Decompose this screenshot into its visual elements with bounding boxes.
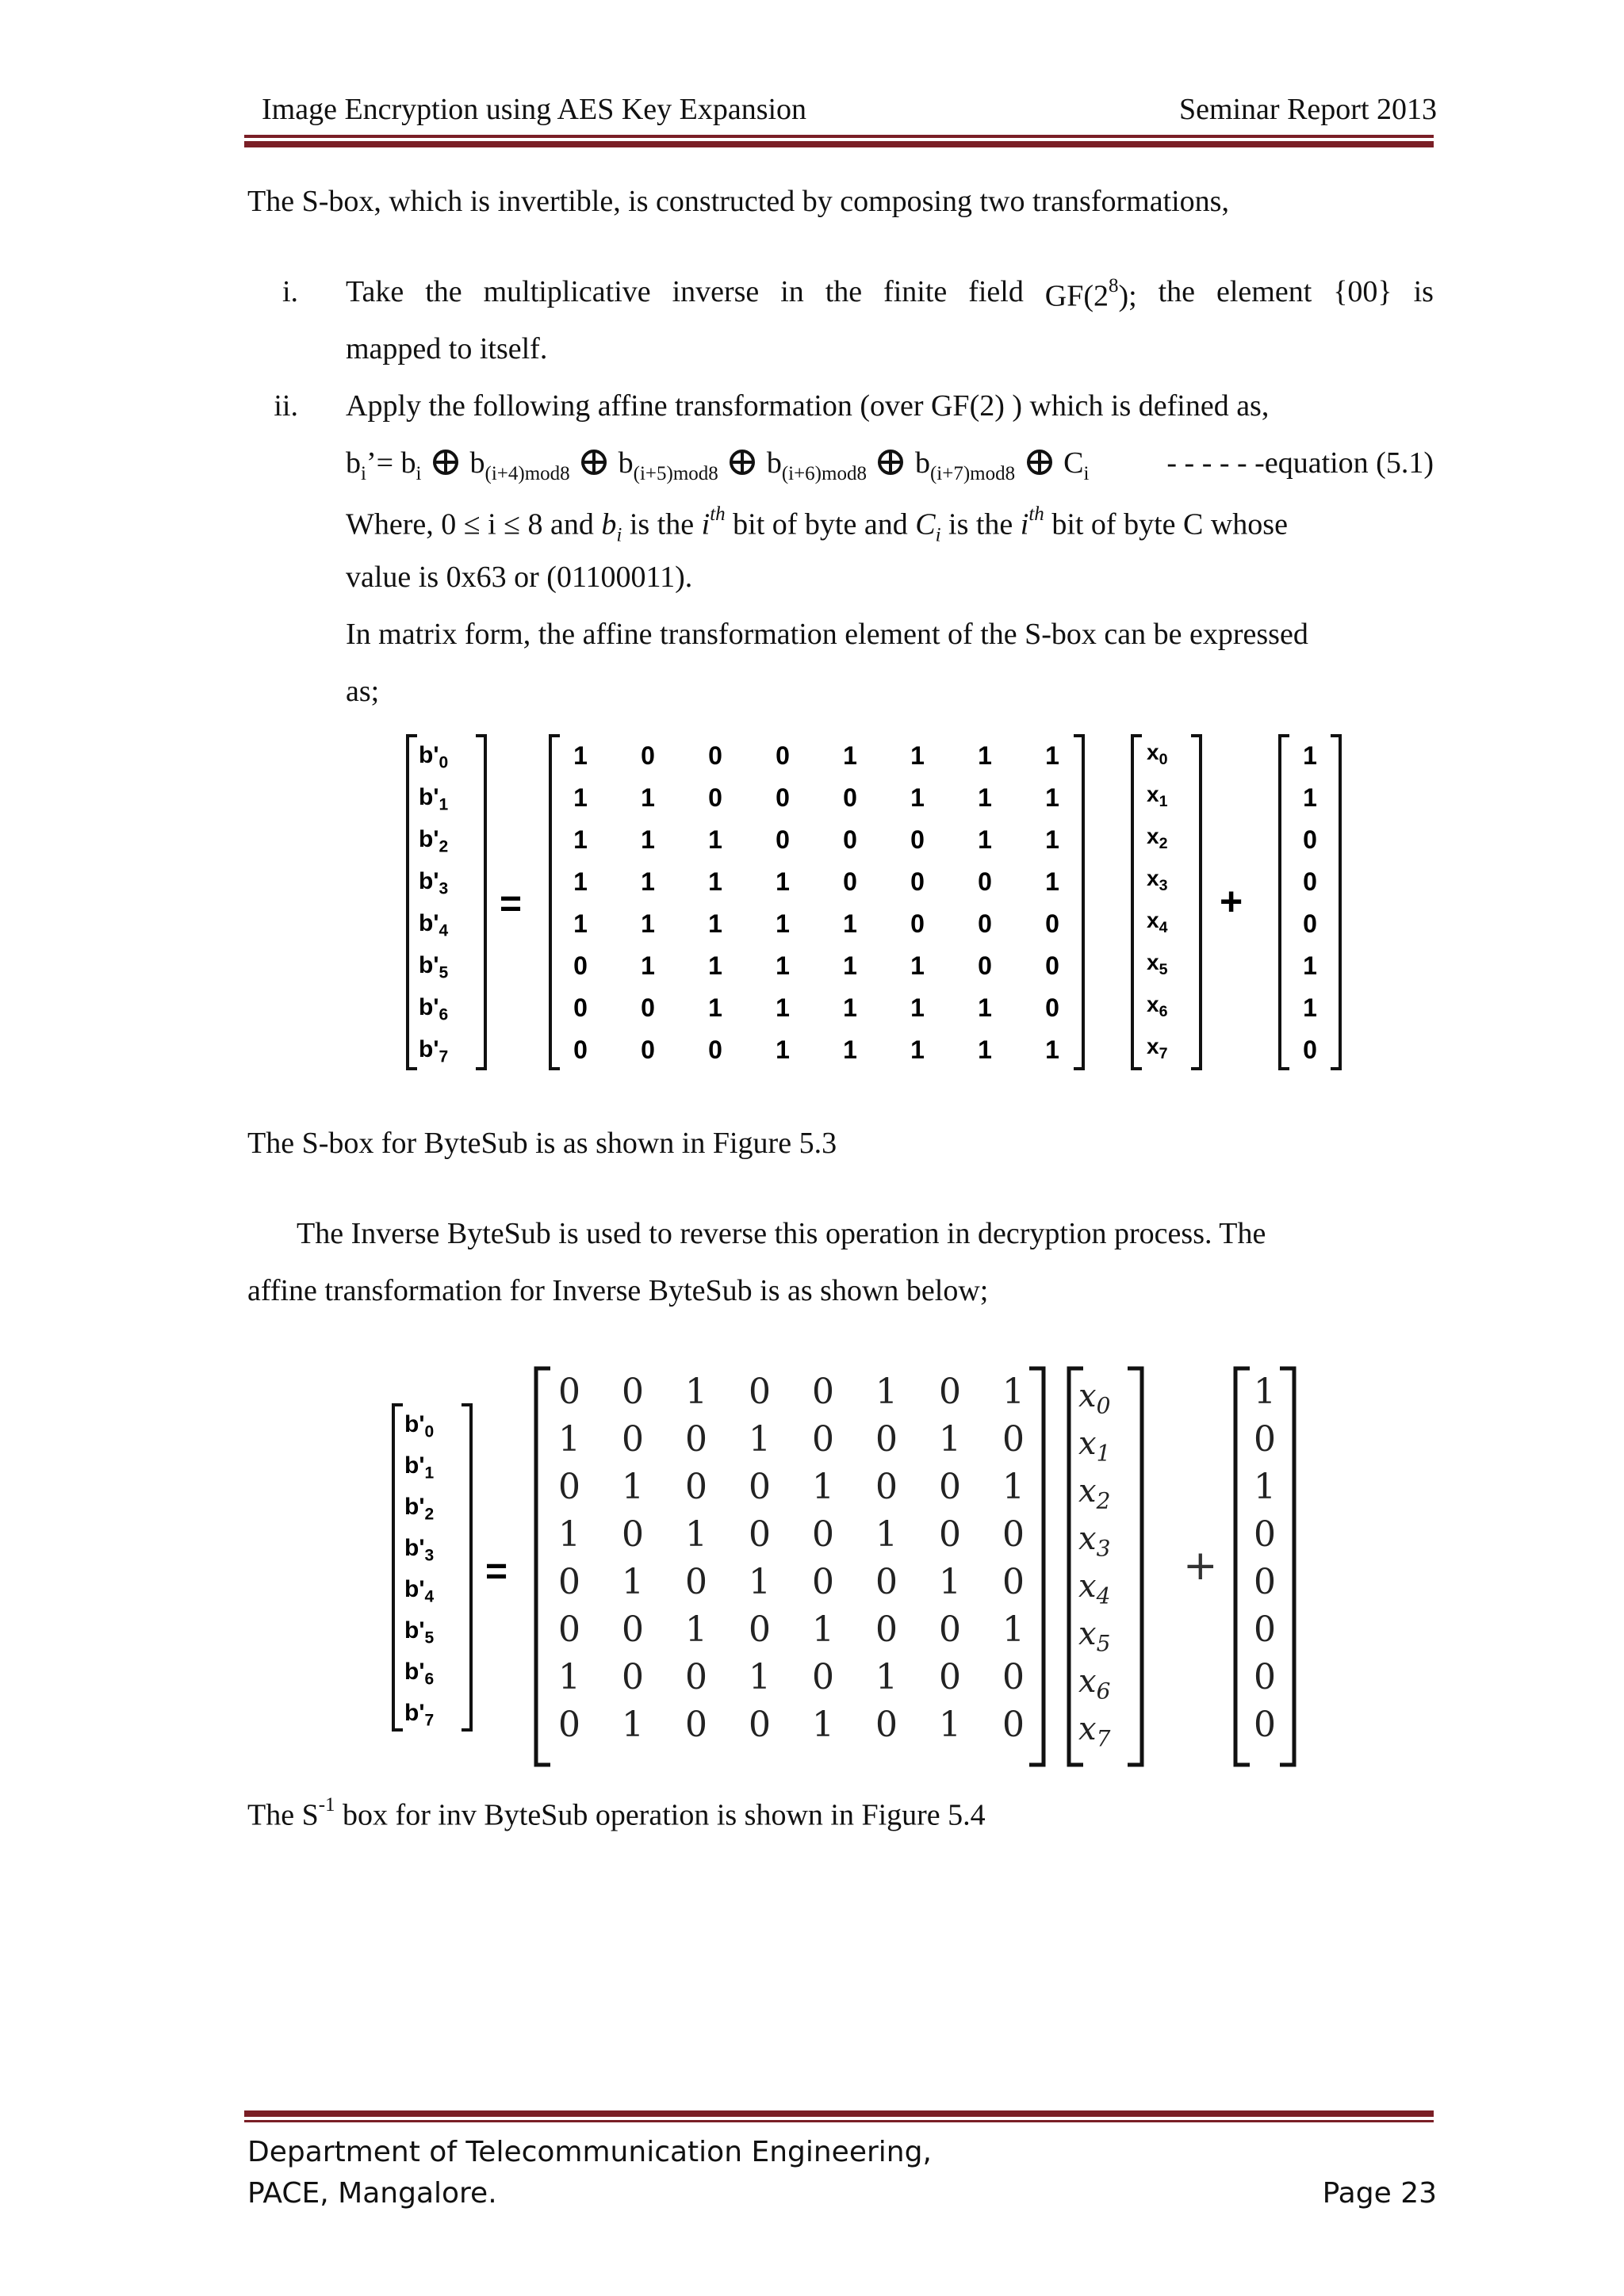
- b-prime-5: $b'_5$: [419, 952, 449, 982]
- xor-icon: [1026, 449, 1053, 476]
- eq-b: b: [346, 446, 361, 480]
- matrix-cell: 0: [749, 1609, 771, 1650]
- matrix-cell: 0: [558, 1372, 580, 1412]
- x-vector-bracket-right: [1191, 736, 1201, 1069]
- matrix-bracket-left: [536, 1368, 550, 1765]
- matrix-cell: 1: [573, 741, 588, 770]
- list-item-1-word: is: [1413, 275, 1434, 308]
- matrix-cell: 1: [685, 1609, 707, 1650]
- matrix-cell: 1: [708, 825, 722, 854]
- eq-c: C: [1063, 446, 1084, 480]
- intro-paragraph: The S-box, which is invertible, is constructed by composing two transformations,: [247, 185, 1229, 218]
- plus-sign: +: [1220, 879, 1243, 924]
- matrix-cell: 1: [978, 783, 992, 812]
- matrix-cell: 1: [708, 951, 722, 980]
- matrix-cell: 0: [812, 1657, 834, 1697]
- gf-exponent: 8: [1108, 275, 1119, 297]
- matrix-cell: 0: [622, 1419, 644, 1460]
- matrix-cell: 1: [708, 867, 722, 896]
- matrix-cell: 0: [875, 1467, 898, 1507]
- matrix-cell: 1: [685, 1372, 707, 1412]
- matrix-cell: 0: [776, 741, 790, 770]
- matrix-cell: 1: [1002, 1372, 1025, 1412]
- header-rule-thick: [244, 141, 1434, 147]
- matrix-cell: 1: [843, 993, 857, 1022]
- xor-icon: [877, 449, 904, 476]
- matrix-cell: 1: [573, 909, 588, 938]
- where-th: th: [1028, 503, 1044, 525]
- inverse-paragraph-line2: affine transformation for Inverse ByteSub is as shown below;: [247, 1274, 989, 1307]
- matrix-cell: 1: [641, 783, 655, 812]
- matrix-cell: 0: [1002, 1657, 1025, 1697]
- matrix-cell: 0: [1045, 993, 1059, 1022]
- x-element-7: $x_7$: [1078, 1711, 1111, 1752]
- matrix-cell: 1: [558, 1514, 580, 1555]
- constant-cell: 0: [1254, 1419, 1276, 1460]
- constant-cell: 0: [1303, 1035, 1317, 1064]
- list-item-1-word: the: [825, 275, 863, 308]
- list-item-1-word: the: [425, 275, 462, 308]
- matrix-cell: 1: [573, 783, 588, 812]
- constant-cell: 0: [1303, 825, 1317, 854]
- constant-cell: 0: [1254, 1705, 1276, 1745]
- matrix-cell: 0: [573, 1035, 588, 1064]
- matrix-cell: 0: [1045, 951, 1059, 980]
- matrix-cell: 1: [776, 1035, 790, 1064]
- x-element-4: $x_4$: [1078, 1568, 1111, 1609]
- header-rule-thin: [244, 135, 1434, 138]
- matrix-cell: 0: [558, 1609, 580, 1650]
- header-title: Image Encryption using AES Key Expansion: [262, 93, 807, 126]
- eq-b: b: [469, 446, 485, 480]
- footer-department: Department of Telecommunication Engineering,: [247, 2136, 932, 2168]
- matrix-cell: 0: [843, 825, 857, 854]
- matrix-cell: 1: [843, 951, 857, 980]
- matrix-cell: 1: [558, 1419, 580, 1460]
- matrix-cell: 1: [910, 741, 925, 770]
- matrix-cell: 1: [875, 1514, 898, 1555]
- inverse-sbox-caption: [247, 1793, 986, 1834]
- equals-sign: =: [485, 1551, 508, 1593]
- matrix-cell: 0: [1045, 909, 1059, 938]
- matrix-cell: 0: [812, 1514, 834, 1555]
- constant-cell: 1: [1303, 951, 1317, 980]
- list-item-1-word: {00}: [1333, 275, 1392, 308]
- c-vector-bracket-right: [1331, 736, 1340, 1069]
- xor-icon: [729, 449, 756, 476]
- matrix-cell: 0: [573, 951, 588, 980]
- matrix-cell: 1: [1002, 1467, 1025, 1507]
- where-text: Where, 0 ≤ i ≤ 8 and: [346, 507, 602, 541]
- x-element-6: $x_6$: [1078, 1663, 1111, 1705]
- matrix-cell: 0: [875, 1419, 898, 1460]
- constant-cell: 1: [1303, 783, 1317, 812]
- where-ci: C: [915, 507, 936, 541]
- matrix-cell: 0: [1002, 1562, 1025, 1602]
- xor-icon: [432, 449, 459, 476]
- x-element-4: $x_4$: [1147, 908, 1168, 936]
- constant-cell: 0: [1254, 1657, 1276, 1697]
- matrix-cell: 0: [910, 867, 925, 896]
- matrix-cell: 1: [776, 867, 790, 896]
- matrix-cell: 1: [685, 1514, 707, 1555]
- matrix-cell: 1: [1045, 825, 1059, 854]
- where-bi: b: [601, 507, 617, 541]
- matrix-intro-line1: In matrix form, the affine transformation element of the S-box can be expressed: [346, 618, 1308, 651]
- b-prime-1: $b'_1$: [419, 784, 449, 814]
- b-prime-2: $b'_2$: [404, 1494, 435, 1524]
- constant-cell: 1: [1254, 1467, 1276, 1507]
- matrix-cell: 0: [749, 1467, 771, 1507]
- constant-cell: 1: [1303, 993, 1317, 1022]
- matrix-cell: 0: [708, 783, 722, 812]
- x-element-2: $x_2$: [1078, 1473, 1111, 1514]
- matrix-cell: 1: [812, 1609, 834, 1650]
- b-prime-2: $b'_2$: [419, 826, 449, 856]
- matrix-cell: 0: [622, 1372, 644, 1412]
- b-prime-6: $b'_6$: [404, 1659, 435, 1689]
- matrix-cell: 1: [910, 993, 925, 1022]
- matrix-cell: 1: [1045, 783, 1059, 812]
- matrix-cell: 0: [910, 909, 925, 938]
- equation-5-1: [346, 446, 1089, 486]
- matrix-cell: 0: [685, 1562, 707, 1602]
- inv-caption-superscript: -1: [318, 1794, 335, 1816]
- matrix-cell: 1: [1002, 1609, 1025, 1650]
- b-prime-0: $b'_0$: [419, 742, 449, 772]
- c-vector-bracket-left: [1280, 736, 1289, 1069]
- value-line: value is 0x63 or (01100011).: [346, 561, 693, 594]
- matrix-cell: 1: [573, 867, 588, 896]
- constant-cell: 0: [1254, 1609, 1276, 1650]
- matrix-cell: 1: [812, 1705, 834, 1745]
- eq-sub: i: [1083, 462, 1090, 484]
- matrix-cell: 0: [776, 825, 790, 854]
- matrix-cell: 0: [939, 1609, 961, 1650]
- list-item-1-word: multiplicative: [483, 275, 651, 308]
- footer-page-number: Page 23: [1322, 2177, 1437, 2210]
- matrix-cell: 1: [843, 741, 857, 770]
- matrix-intro-line2: as;: [346, 675, 380, 708]
- matrix-cell: 0: [843, 783, 857, 812]
- where-ci-sub: i: [935, 524, 941, 546]
- matrix-cell: 0: [939, 1514, 961, 1555]
- constant-cell: 0: [1254, 1562, 1276, 1602]
- eq-equals-b: ’= b: [366, 446, 416, 480]
- matrix-cell: 1: [1045, 1035, 1059, 1064]
- b-prime-1: $b'_1$: [404, 1452, 435, 1483]
- eq-sub: (i+7)mod8: [929, 462, 1016, 484]
- matrix-cell: 0: [875, 1562, 898, 1602]
- affine-matrix-equation: [396, 728, 1380, 1077]
- where-text: bit of byte C whose: [1044, 507, 1288, 541]
- eq-sub: i: [361, 462, 366, 484]
- constant-cell: 0: [1254, 1514, 1276, 1555]
- matrix-cell: 1: [875, 1372, 898, 1412]
- b-prime-6: $b'_6$: [419, 994, 449, 1024]
- b-vector-bracket-left: [408, 736, 417, 1069]
- eq-sub: (i+6)mod8: [781, 462, 867, 484]
- matrix-cell: 0: [685, 1657, 707, 1697]
- matrix-cell: 1: [622, 1467, 644, 1507]
- b-vector-bracket-left: [393, 1405, 403, 1730]
- matrix-cell: 0: [641, 1035, 655, 1064]
- matrix-cell: 0: [939, 1467, 961, 1507]
- x-element-3: $x_3$: [1078, 1521, 1111, 1562]
- matrix-cell: 0: [1002, 1514, 1025, 1555]
- equals-sign: =: [500, 883, 523, 925]
- matrix-cell: 1: [978, 741, 992, 770]
- matrix-cell: 0: [749, 1372, 771, 1412]
- x-element-1: $x_1$: [1147, 782, 1168, 810]
- inverse-affine-matrix-equation: [381, 1362, 1396, 1774]
- matrix-cell: 0: [573, 993, 588, 1022]
- b-prime-7: $b'_7$: [419, 1036, 449, 1066]
- matrix-cell: 1: [1045, 741, 1059, 770]
- matrix-cell: 1: [573, 825, 588, 854]
- inverse-paragraph-line1: The Inverse ByteSub is used to reverse this operation in decryption process. The: [297, 1217, 1266, 1250]
- matrix-cell: 1: [843, 909, 857, 938]
- matrix-cell: 0: [1002, 1705, 1025, 1745]
- b-prime-5: $b'_5$: [404, 1617, 435, 1647]
- matrix-cell: 0: [708, 1035, 722, 1064]
- matrix-cell: 1: [776, 993, 790, 1022]
- matrix-bracket-right: [1074, 736, 1083, 1069]
- footer-institution: PACE, Mangalore.: [247, 2177, 497, 2210]
- x-element-0: $x_0$: [1078, 1378, 1111, 1419]
- list-number-2: ii.: [274, 389, 298, 423]
- matrix-cell: 0: [558, 1705, 580, 1745]
- x-vector-bracket-right: [1128, 1368, 1142, 1765]
- matrix-cell: 1: [939, 1705, 961, 1745]
- matrix-cell: 0: [776, 783, 790, 812]
- matrix-cell: 1: [910, 1035, 925, 1064]
- where-line: [346, 503, 1288, 547]
- matrix-cell: 0: [978, 867, 992, 896]
- b-prime-3: $b'_3$: [419, 868, 449, 898]
- eq-sub: (i+5)mod8: [633, 462, 718, 484]
- eq-b: b: [766, 446, 782, 480]
- matrix-cell: 1: [708, 993, 722, 1022]
- x-element-6: $x_6$: [1147, 992, 1168, 1020]
- x-element-2: $x_2$: [1147, 824, 1168, 852]
- list-item-1: [346, 274, 1434, 315]
- matrix-cell: 0: [978, 909, 992, 938]
- matrix-cell: 1: [622, 1562, 644, 1602]
- list-item-2-line1: Apply the following affine transformation (over GF(2) ) which is defined as,: [346, 389, 1270, 423]
- matrix-cell: 0: [685, 1467, 707, 1507]
- b-prime-7: $b'_7$: [404, 1700, 435, 1730]
- x-element-1: $x_1$: [1078, 1425, 1111, 1467]
- where-bi-sub: i: [616, 524, 622, 546]
- matrix-cell: 0: [622, 1609, 644, 1650]
- matrix-cell: 1: [812, 1467, 834, 1507]
- matrix-cell: 0: [843, 867, 857, 896]
- matrix-cell: 1: [910, 783, 925, 812]
- where-text: is the: [940, 507, 1021, 541]
- x-element-5: $x_5$: [1147, 950, 1168, 978]
- matrix-cell: 0: [875, 1609, 898, 1650]
- matrix-cell: 1: [875, 1657, 898, 1697]
- list-item-1-word: finite: [883, 275, 948, 308]
- footer-rule-thin: [244, 2120, 1434, 2122]
- plus-sign: +: [1183, 1542, 1218, 1590]
- matrix-cell: 0: [939, 1657, 961, 1697]
- matrix-cell: 0: [812, 1372, 834, 1412]
- matrix-cell: 0: [622, 1514, 644, 1555]
- list-item-1-word: inverse: [672, 275, 760, 308]
- matrix-cell: 1: [939, 1562, 961, 1602]
- list-item-1-word: the: [1158, 275, 1196, 308]
- eq-sub: i: [416, 462, 422, 484]
- constant-cell: 0: [1303, 909, 1317, 938]
- where-ith: i: [701, 507, 710, 541]
- matrix-cell: 0: [1002, 1419, 1025, 1460]
- matrix-cell: 1: [843, 1035, 857, 1064]
- b-prime-3: $b'_3$: [404, 1535, 435, 1565]
- matrix-cell: 0: [641, 741, 655, 770]
- matrix-cell: 1: [978, 1035, 992, 1064]
- matrix-cell: 1: [939, 1419, 961, 1460]
- matrix-cell: 1: [910, 951, 925, 980]
- matrix-cell: 0: [558, 1562, 580, 1602]
- matrix-bracket-right: [1029, 1368, 1044, 1765]
- matrix-cell: 0: [685, 1419, 707, 1460]
- c-vector-bracket-right: [1280, 1368, 1294, 1765]
- matrix-cell: 0: [749, 1514, 771, 1555]
- footer-rule-thick: [244, 2110, 1434, 2117]
- constant-cell: 0: [1303, 867, 1317, 896]
- header-report-year: Seminar Report 2013: [1178, 93, 1437, 126]
- matrix-cell: 1: [978, 993, 992, 1022]
- matrix-cell: 0: [939, 1372, 961, 1412]
- matrix-cell: 1: [641, 867, 655, 896]
- matrix-cell: 1: [978, 825, 992, 854]
- x-element-5: $x_5$: [1078, 1616, 1111, 1657]
- matrix-cell: 0: [875, 1705, 898, 1745]
- x-element-0: $x_0$: [1147, 740, 1168, 768]
- list-number-1: i.: [282, 275, 298, 308]
- matrix-cell: 1: [641, 825, 655, 854]
- sbox-caption: The S-box for ByteSub is as shown in Figure 5.3: [247, 1127, 837, 1160]
- x-element-7: $x_7$: [1147, 1034, 1168, 1062]
- b-prime-4: $b'_4$: [404, 1576, 435, 1606]
- matrix-cell: 1: [641, 909, 655, 938]
- matrix-cell: 1: [622, 1705, 644, 1745]
- matrix-cell: 0: [708, 741, 722, 770]
- list-item-1-word: field: [968, 275, 1024, 308]
- list-item-1-word: in: [780, 275, 804, 308]
- matrix-cell: 1: [641, 951, 655, 980]
- where-text: is the: [622, 507, 702, 541]
- eq-b: b: [618, 446, 634, 480]
- b-prime-4: $b'_4$: [419, 910, 449, 940]
- list-item-1-word: Take: [346, 275, 404, 308]
- matrix-cell: 1: [749, 1562, 771, 1602]
- where-th: th: [710, 503, 726, 525]
- eq-b: b: [914, 446, 930, 480]
- matrix-cell: 0: [910, 825, 925, 854]
- b-prime-0: $b'_0$: [404, 1411, 435, 1441]
- constant-cell: 1: [1303, 741, 1317, 770]
- matrix-cell: 0: [685, 1705, 707, 1745]
- matrix-cell: 1: [1045, 867, 1059, 896]
- matrix-cell: 0: [641, 993, 655, 1022]
- list-item-1-line2: mapped to itself.: [346, 332, 548, 365]
- matrix-cell: 0: [812, 1562, 834, 1602]
- where-text: bit of byte and: [725, 507, 916, 541]
- matrix-cell: 1: [776, 951, 790, 980]
- matrix-bracket-left: [550, 736, 560, 1069]
- b-vector-bracket-right: [462, 1405, 471, 1730]
- list-item-1-word: element: [1216, 275, 1312, 308]
- x-element-3: $x_3$: [1147, 866, 1168, 894]
- matrix-cell: 1: [708, 909, 722, 938]
- matrix-cell: 0: [812, 1419, 834, 1460]
- c-vector-bracket-left: [1235, 1368, 1250, 1765]
- list-item-1-gf: $GF(2^8)$;: [1044, 275, 1137, 313]
- xor-icon: [580, 449, 607, 476]
- matrix-cell: 0: [558, 1467, 580, 1507]
- inv-caption-text: box for inv ByteSub operation is shown in Figure 5.4: [335, 1798, 986, 1832]
- constant-cell: 1: [1254, 1372, 1276, 1412]
- matrix-cell: 1: [749, 1419, 771, 1460]
- eq-sub: (i+4)mod8: [485, 462, 570, 484]
- equation-label: - - - - - -equation (5.1): [1166, 446, 1434, 480]
- inv-caption-text: The S: [247, 1798, 319, 1832]
- matrix-cell: 0: [749, 1705, 771, 1745]
- b-vector-bracket-right: [476, 736, 485, 1069]
- matrix-cell: 1: [749, 1657, 771, 1697]
- matrix-cell: 1: [776, 909, 790, 938]
- matrix-cell: 1: [558, 1657, 580, 1697]
- where-ith: i: [1020, 507, 1029, 541]
- matrix-cell: 0: [622, 1657, 644, 1697]
- matrix-cell: 0: [978, 951, 992, 980]
- x-vector-bracket-left: [1132, 736, 1142, 1069]
